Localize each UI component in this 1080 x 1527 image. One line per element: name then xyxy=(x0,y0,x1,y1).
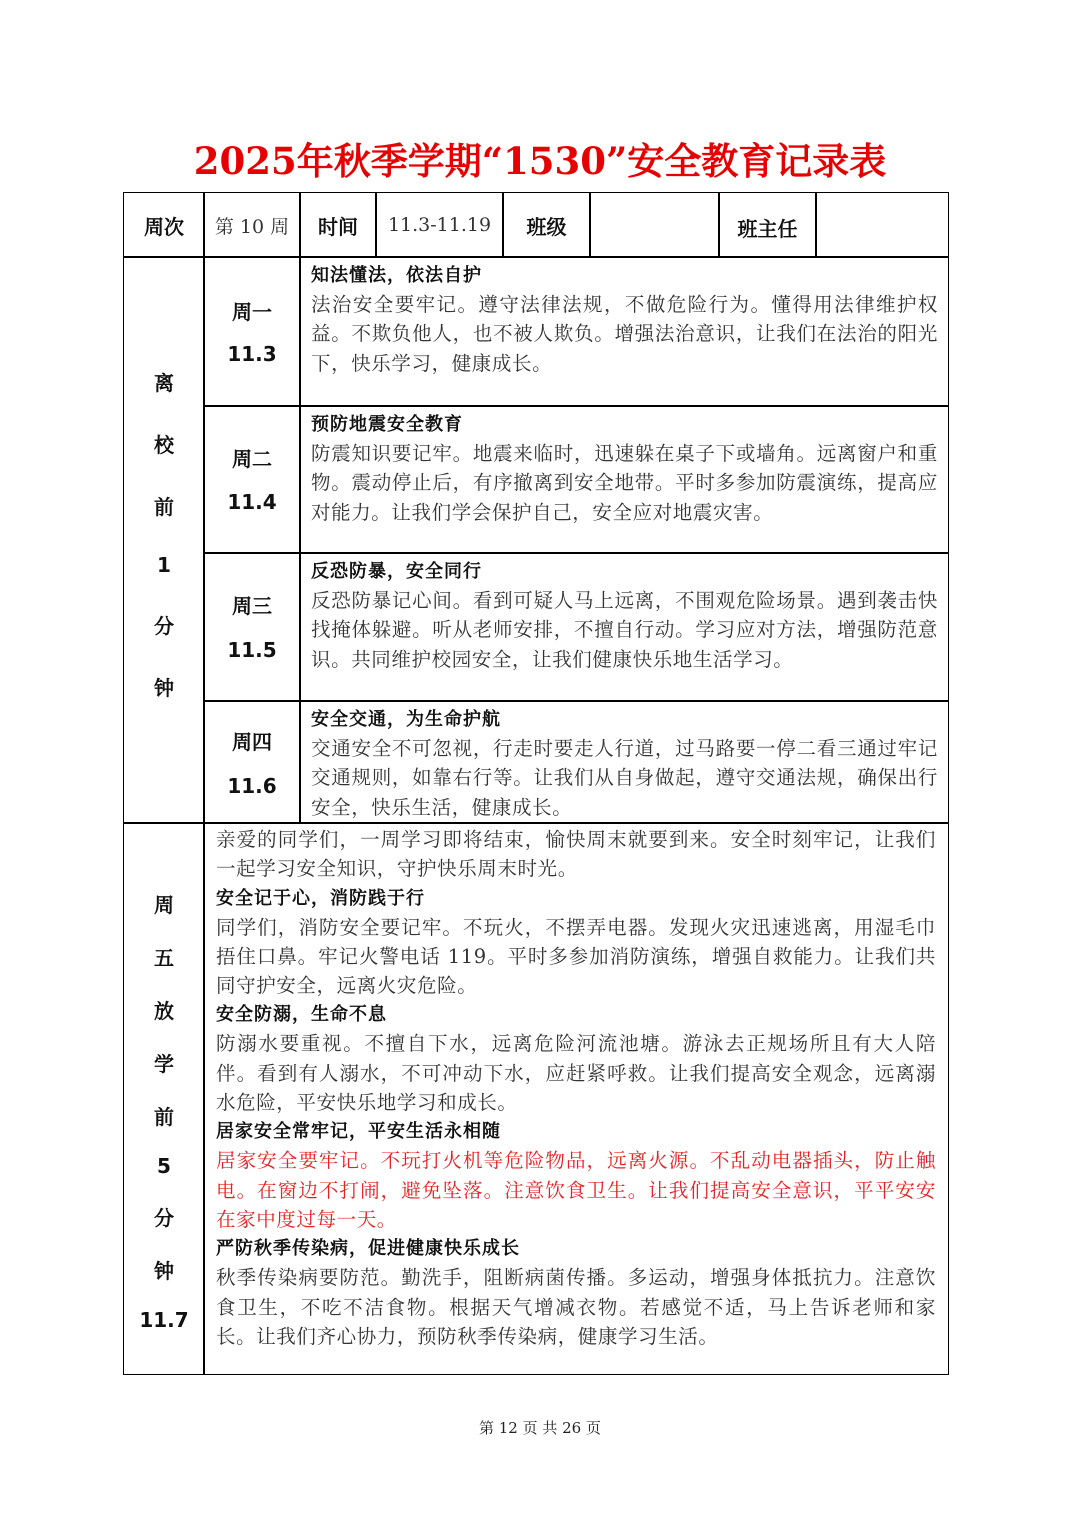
topic-heading: 严防秋季传染病，促进健康快乐成长 xyxy=(216,1238,520,1260)
topic-heading: 安全记于心，消防践于行 xyxy=(216,887,425,909)
topic-text: 反恐防暴记心间。看到可疑人马上远离，不围观危险场景。遇到袭击快找掩体躲避。听从老师安排，不擅自行动。学习应对方法，增强防范意识。共同维护校园安全，让我们健康快乐地生活学习。 xyxy=(311,589,938,671)
topic-text-highlight: 居家安全要牢记。不玩打火机等危险物品，远离火源。不乱动电器插头，防止触电。在窗边不打闹，避免坠落。注意饮食卫生。让我们提高安全意识，平平安安在家中度过每一天。 xyxy=(216,1149,936,1231)
topic-heading: 安全交通，为生命护航 xyxy=(311,709,501,730)
page-number: 第 12 页 共 26 页 xyxy=(478,1419,601,1437)
content-cell-wed xyxy=(299,552,949,702)
day-name: 周三 xyxy=(232,594,272,619)
day-date: 11.6 xyxy=(227,773,277,798)
section2-label: 周 五 放 学 前 5 分 钟 11.7 xyxy=(139,893,189,1332)
content-cell-thu xyxy=(299,700,949,824)
topic-heading: 反恐防暴，安全同行 xyxy=(311,561,482,582)
day-cell-wed xyxy=(203,552,301,702)
day-date: 11.5 xyxy=(227,637,277,662)
topic-heading: 知法懂法，依法自护 xyxy=(311,265,482,286)
week-value-cell xyxy=(203,192,301,258)
teacher-value-cell[interactable] xyxy=(815,192,949,258)
page-title: 2025年秋季学期“1530”安全教育记录表 xyxy=(193,139,887,183)
day-name: 周四 xyxy=(232,730,272,755)
time-value-cell xyxy=(375,192,504,258)
section2-content-cell xyxy=(203,822,949,1375)
topic-heading: 安全防溺，生命不息 xyxy=(216,1004,387,1026)
topic-text: 法治安全要牢记。遵守法律法规，不做危险行为。懂得用法律维护权益。不欺负他人，也不被人欺负。增强法治意识，让我们在法治的阳光下，快乐学习，健康成长。 xyxy=(311,293,938,375)
week-label: 周次 xyxy=(144,214,184,239)
time-value: 11.3-11.19 xyxy=(387,214,492,236)
topic-text: 秋季传染病要防范。勤洗手，阻断病菌传播。多运动，增强身体抵抗力。注意饮食卫生，不吃不洁食物。根据天气增减衣物。若感觉不适，马上告诉老师和家长。让我们齐心协力，预防秋季传染病，健康学习生活。 xyxy=(216,1266,936,1348)
topic-text: 交通安全不可忽视，行走时要走人行道，过马路要一停二看三通过牢记交通规则，如靠右行等。让我们从自身做起，遵守交通法规，确保出行安全，快乐生活，健康成长。 xyxy=(311,737,938,819)
topic-text: 同学们，消防安全要记牢。不玩火，不摆弄电器。发现火灾迅速逃离，用湿毛巾捂住口鼻。牢记火警电话 119。平时多参加消防演练，增强自救能力。让我们共同守护安全，远离火灾危险。 xyxy=(216,915,936,998)
topic-heading: 居家安全常牢记，平安生活永相随 xyxy=(216,1121,501,1143)
class-label-cell xyxy=(502,192,591,258)
topic-text: 防溺水要重视。不擅自下水，远离危险河流池塘。游泳去正规场所且有大人陪伴。看到有人溺水，不可冲动下水，应赶紧呼救。让我们提高安全观念，远离溺水危险，平安快乐地学习和成长。 xyxy=(216,1032,936,1115)
day-cell-mon xyxy=(203,256,301,407)
week-label-cell xyxy=(123,192,205,258)
time-label: 时间 xyxy=(318,215,358,239)
teacher-label: 班主任 xyxy=(737,217,798,241)
topic-heading: 预防地震安全教育 xyxy=(311,414,463,435)
day-cell-tue xyxy=(203,405,301,554)
class-value-cell[interactable] xyxy=(589,192,720,258)
content-cell-tue xyxy=(299,405,949,554)
day-date: 11.3 xyxy=(227,341,277,366)
time-label-cell xyxy=(299,192,377,258)
section2-label-cell xyxy=(123,822,205,1375)
content-cell-mon xyxy=(299,256,949,407)
day-name: 周一 xyxy=(232,299,272,324)
class-label: 班级 xyxy=(526,215,567,239)
day-date: 11.4 xyxy=(227,490,277,514)
day-name: 周二 xyxy=(232,447,272,471)
section1-label: 离 校 前 1 分 钟 xyxy=(154,371,174,700)
section2-intro: 亲爱的同学们，一周学习即将结束，愉快周末就要到来。安全时刻牢记，让我们一起学习安全知识，守护快乐周末时光。 xyxy=(216,828,936,881)
topic-text: 防震知识要记牢。地震来临时，迅速躲在桌子下或墙角。远离窗户和重物。震动停止后，有序撤离到安全地带。平时多参加防震演练，提高应对能力。让我们学会保护自己，安全应对地震灾害。 xyxy=(311,442,938,524)
section1-label-cell xyxy=(123,256,205,824)
teacher-label-cell xyxy=(718,192,817,258)
day-cell-thu xyxy=(203,700,301,824)
week-value: 第 10 周 xyxy=(214,215,290,238)
